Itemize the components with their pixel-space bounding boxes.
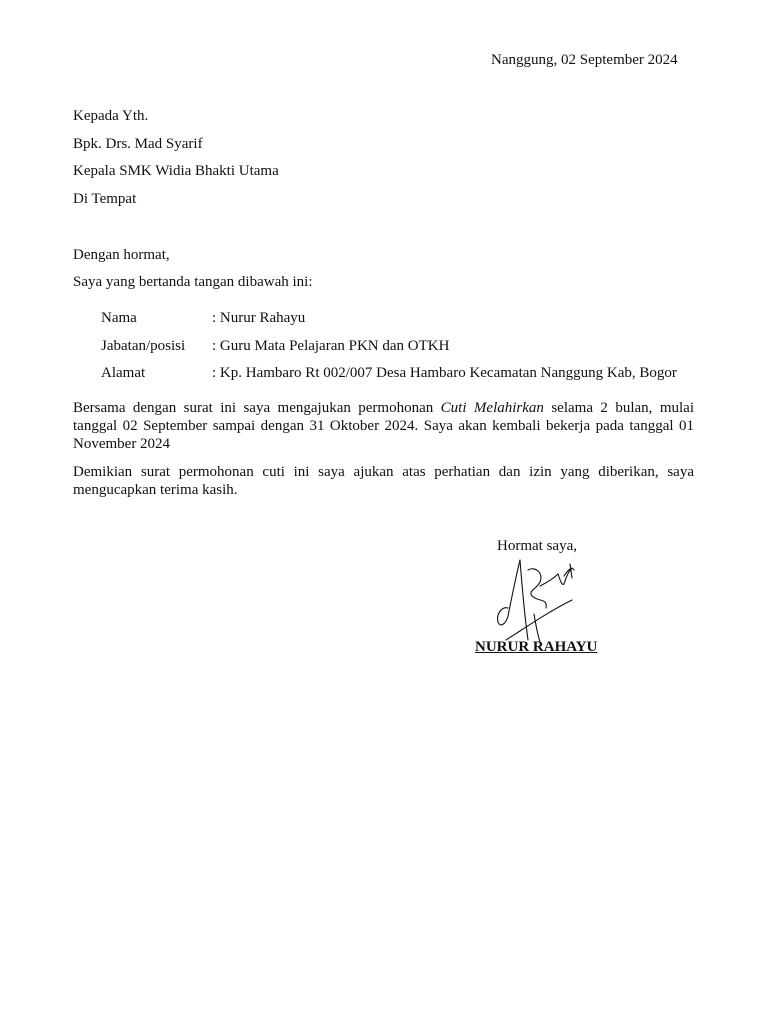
body-text: selama 2 bulan, mulai tanggal 02 September sampai dengan 31 Oktober 2024. Saya akan kembali bekerja pada tanggal 01 November 2024 <box>73 400 694 452</box>
place-date: Nanggung, 02 September 2024 <box>491 52 678 68</box>
identity-label: Jabatan/posisi <box>101 337 186 354</box>
identity-label: Nama <box>101 310 137 326</box>
identity-value: : Kp. Hambaro Rt 002/007 Desa Hambaro Kecamatan Nanggung Kab, Bogor <box>212 365 677 381</box>
greeting: Dengan hormat, <box>73 247 170 263</box>
body-paragraph-request <box>73 399 694 453</box>
recipient-salutation: Kepada Yth. <box>73 108 149 124</box>
handwritten-signature <box>488 556 588 646</box>
identity-value: : Guru Mata Pelajaran PKN dan OTKH <box>212 337 450 354</box>
signer-name: NURUR RAHAYU <box>475 639 598 655</box>
identity-value: : Nurur Rahayu <box>212 310 306 326</box>
closing-phrase: Hormat saya, <box>497 538 577 554</box>
recipient-block <box>73 107 279 217</box>
recipient-name: Bpk. Drs. Mad Syarif <box>73 135 203 152</box>
recipient-location: Di Tempat <box>73 190 137 207</box>
leave-type: Cuti Melahirkan <box>440 400 544 416</box>
recipient-position: Kepala SMK Widia Bhakti Utama <box>73 163 279 179</box>
intro-text: Saya yang bertanda tangan dibawah ini: <box>73 274 313 290</box>
identity-label: Alamat <box>101 365 146 381</box>
body-paragraph-closing: Demikian surat permohonan cuti ini saya ajukan atas perhatian dan izin yang diberikan, saya mengucapkan terima kasih. <box>73 464 694 498</box>
body-text: Bersama dengan surat ini saya mengajukan permohonan <box>73 400 441 416</box>
